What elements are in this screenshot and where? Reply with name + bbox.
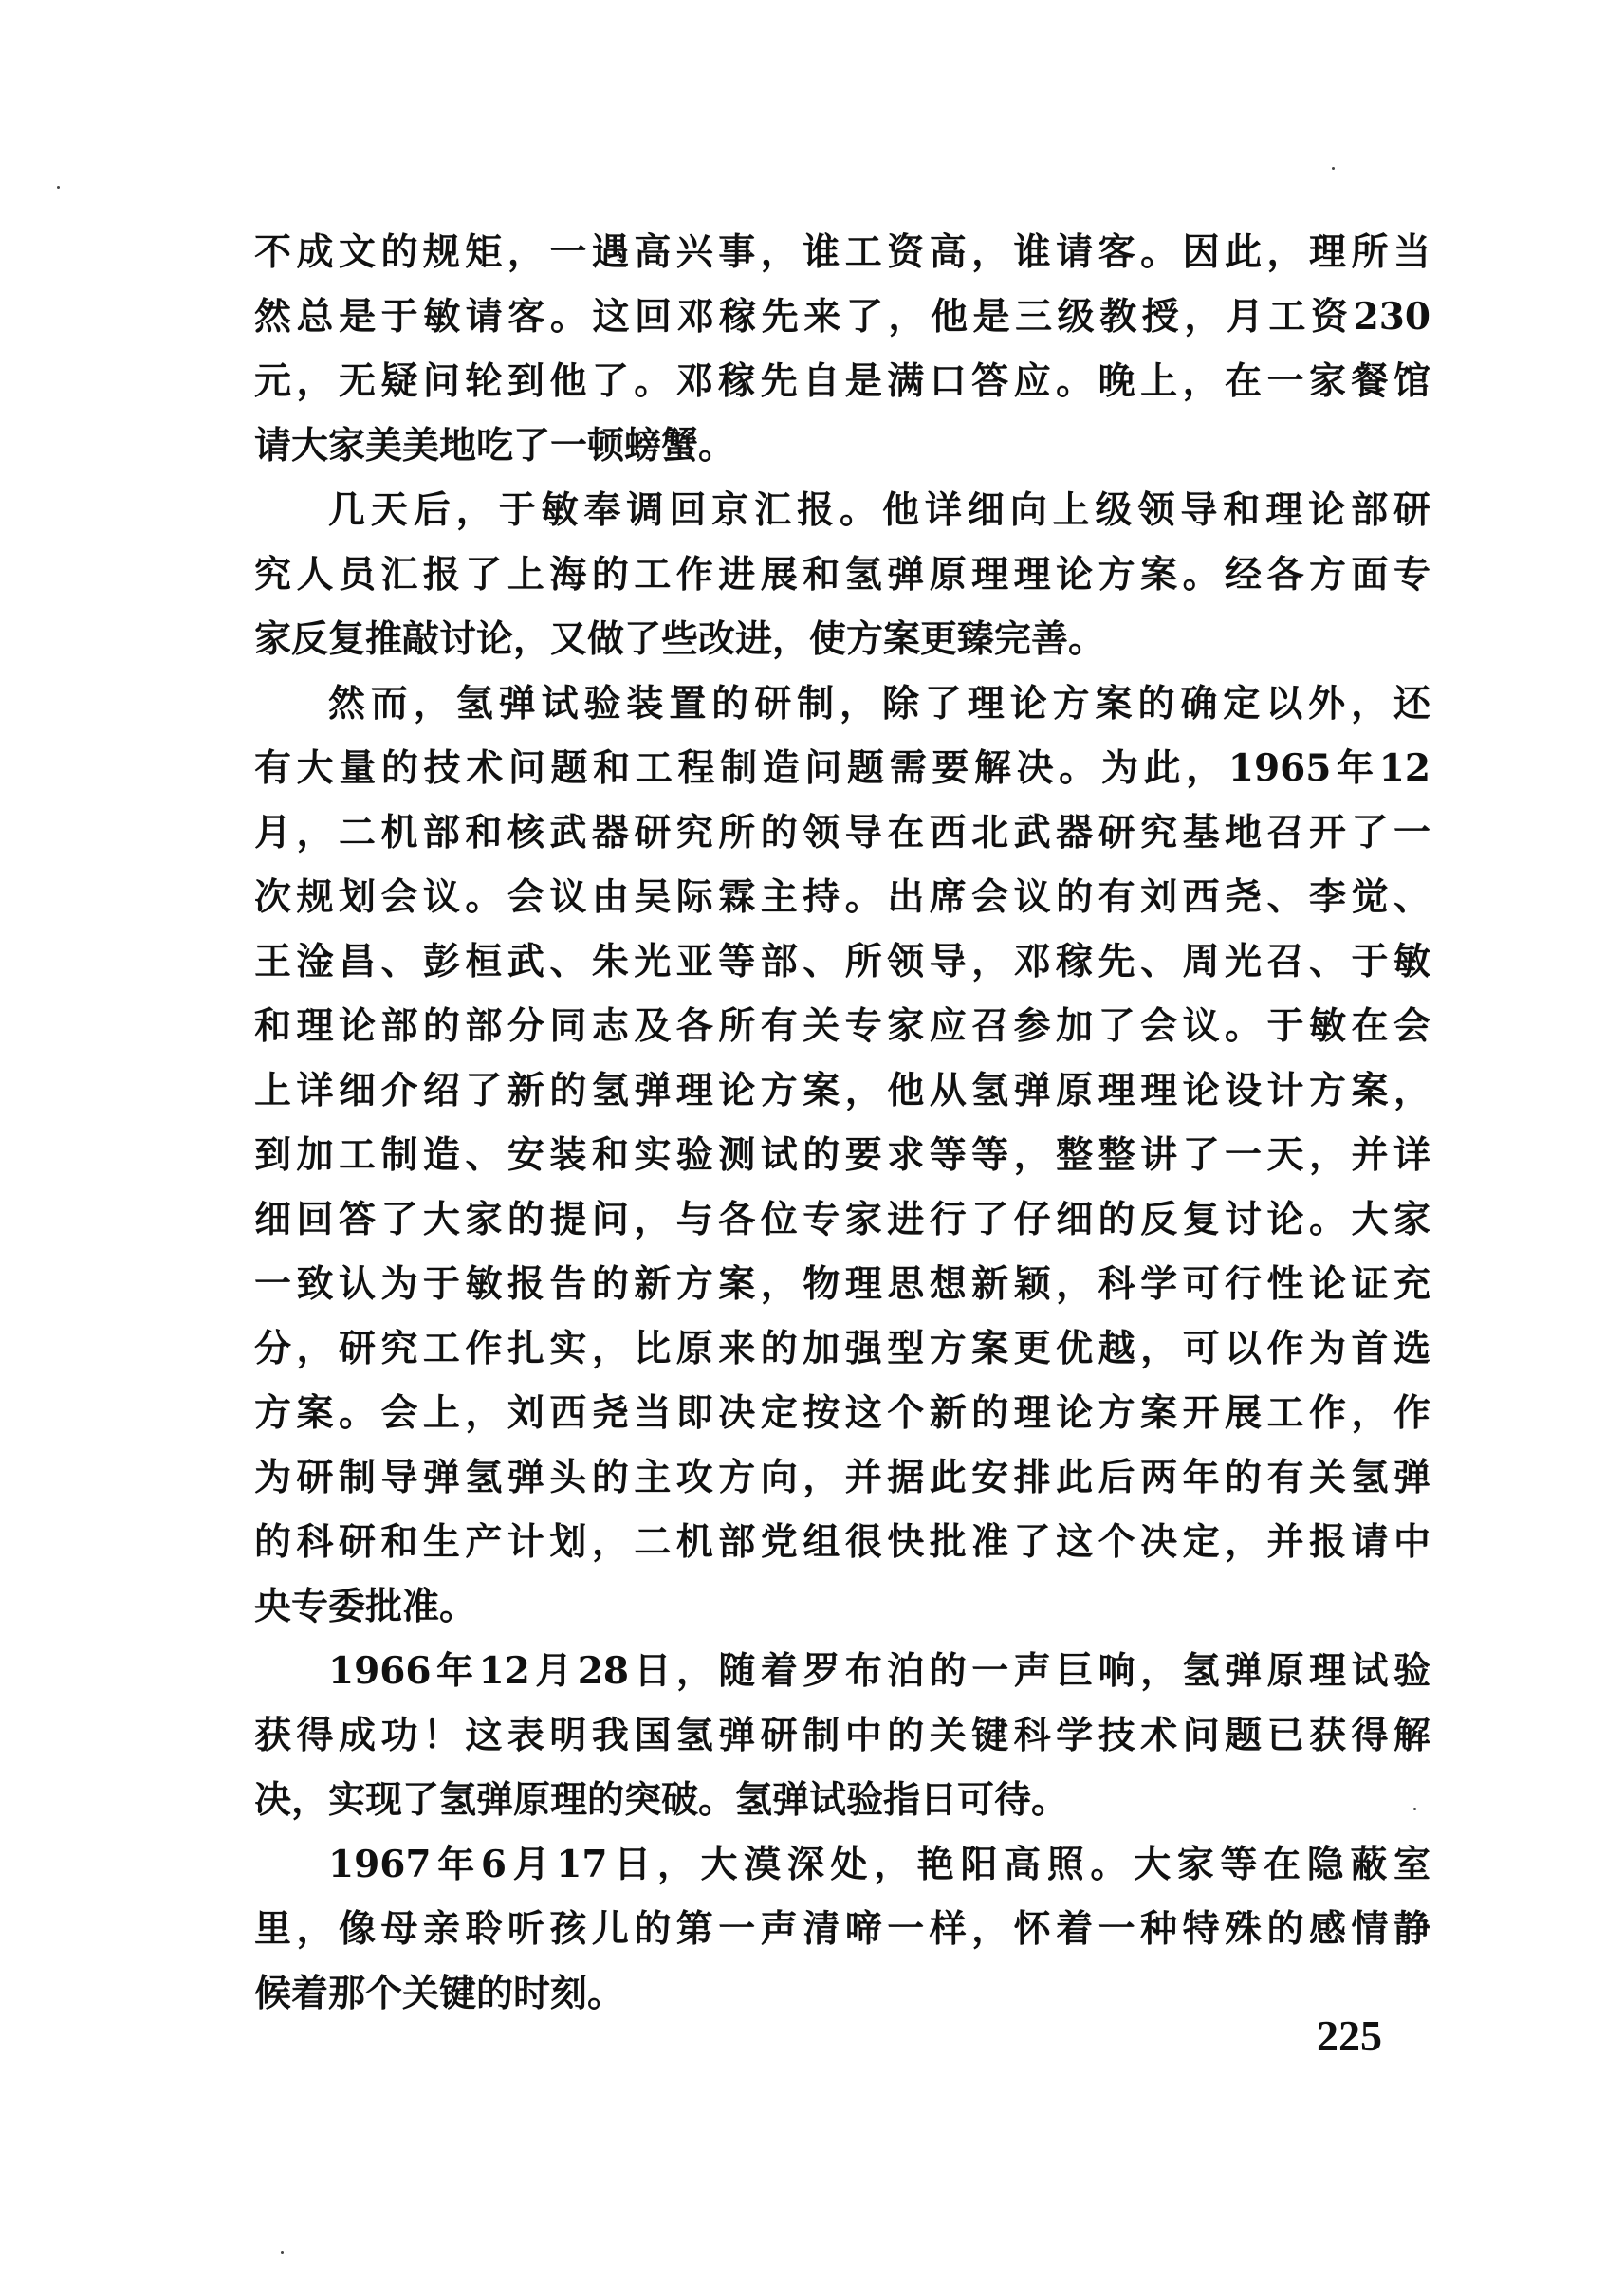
text-line: 1966年12月28日，随着罗布泊的一声巨响，氢弹原理试验	[328, 1649, 1430, 1693]
text-line: 几天后，于敏奉调回京汇报。他详细向上级领导和理论部研	[328, 488, 1430, 532]
scan-speck	[1332, 167, 1335, 170]
text-line: 不成文的规矩，一遇高兴事，谁工资高，谁请客。因此，理所当	[254, 230, 1430, 274]
body-text	[254, 220, 1430, 2026]
text-line: 分，研究工作扎实，比原来的加强型方案更优越，可以作为首选	[254, 1327, 1430, 1370]
text-line: 王淦昌、彭桓武、朱光亚等部、所领导，邓稼先、周光召、于敏	[254, 940, 1430, 983]
text-line: 央专委批准。	[254, 1585, 477, 1628]
text-line: 上详细介绍了新的氢弹理论方案，他从氢弹原理理论设计方案，	[254, 1069, 1430, 1112]
text-line: 请大家美美地吃了一顿螃蟹。	[254, 424, 736, 468]
text-line: 究人员汇报了上海的工作进展和氢弹原理理论方案。经各方面专	[254, 553, 1430, 597]
scan-speck	[1413, 1808, 1416, 1810]
page-number: 225	[1317, 2011, 1382, 2060]
text-line: 方案。会上，刘西尧当即决定按这个新的理论方案开展工作，作	[254, 1391, 1430, 1435]
text-line: 然而，氢弹试验装置的研制，除了理论方案的确定以外，还	[328, 682, 1430, 726]
text-line: 为研制导弹氢弹头的主攻方向，并据此安排此后两年的有关氢弹	[254, 1456, 1430, 1499]
text-line: 月，二机部和核武器研究所的领导在西北武器研究基地召开了一	[254, 811, 1430, 854]
text-line: 然总是于敏请客。这回邓稼先来了，他是三级教授，月工资230	[254, 295, 1430, 339]
text-line: 次规划会议。会议由吴际霖主持。出席会议的有刘西尧、李觉、	[254, 875, 1430, 919]
text-line: 1967年6月17日，大漠深处，艳阳高照。大家等在隐蔽室	[328, 1843, 1430, 1886]
text-line: 和理论部的部分同志及各所有关专家应召参加了会议。于敏在会	[254, 1004, 1430, 1048]
text-line: 家反复推敲讨论，又做了些改进，使方案更臻完善。	[254, 617, 1106, 661]
text-line: 到加工制造、安装和实验测试的要求等等，整整讲了一天，并详	[254, 1133, 1430, 1177]
text-line: 有大量的技术问题和工程制造问题需要解决。为此，1965年12	[254, 746, 1430, 790]
text-line: 决，实现了氢弹原理的突破。氢弹试验指日可待。	[254, 1778, 1069, 1822]
text-line: 元，无疑问轮到他了。邓稼先自是满口答应。晚上，在一家餐馆	[254, 359, 1430, 403]
text-line: 里，像母亲聆听孩儿的第一声清啼一样，怀着一种特殊的感情静	[254, 1907, 1430, 1951]
text-line: 一致认为于敏报告的新方案，物理思想新颖，科学可行性论证充	[254, 1262, 1430, 1306]
text-line: 的科研和生产计划，二机部党组很快批准了这个决定，并报请中	[254, 1520, 1430, 1564]
text-line: 细回答了大家的提问，与各位专家进行了仔细的反复讨论。大家	[254, 1198, 1430, 1241]
text-line: 候着那个关键的时刻。	[254, 1972, 625, 2015]
text-line: 获得成功！这表明我国氢弹研制中的关键科学技术问题已获得解	[254, 1714, 1430, 1757]
scan-speck	[281, 2251, 284, 2254]
scan-speck	[57, 186, 60, 189]
